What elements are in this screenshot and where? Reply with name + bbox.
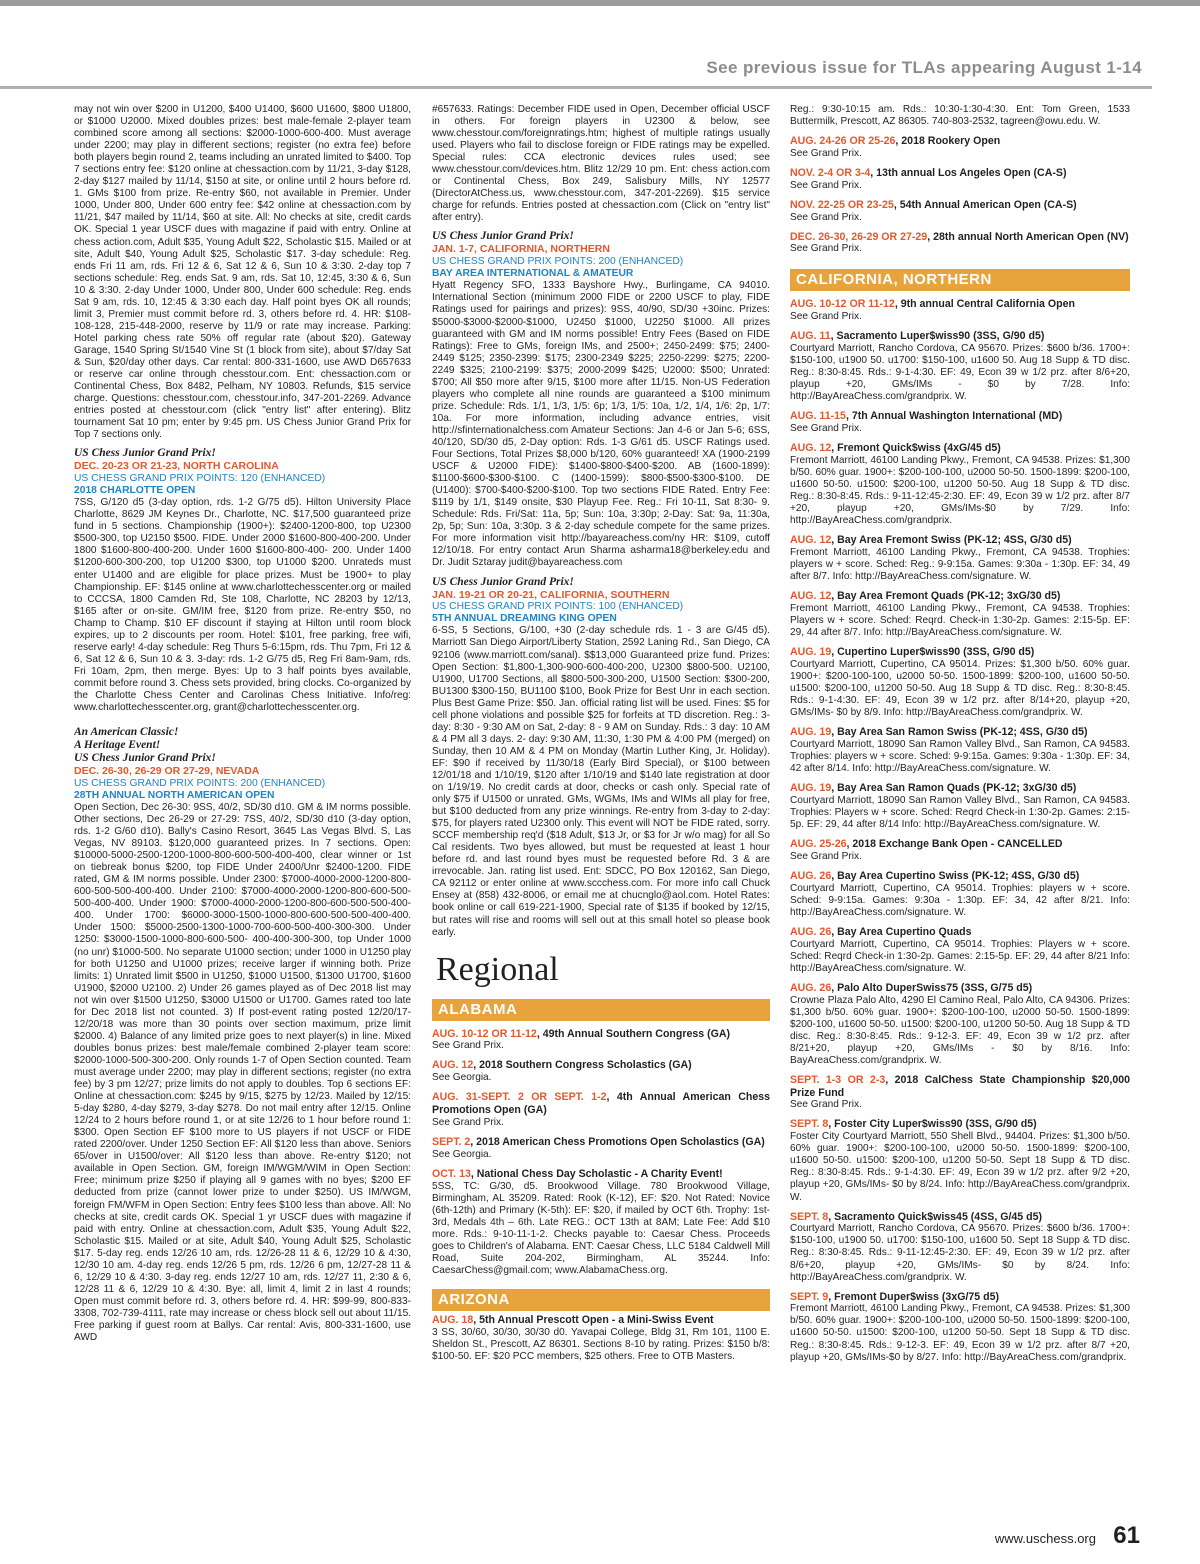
event-details: See Grand Prix. bbox=[790, 179, 862, 191]
event-details: 6-SS, 5 Sections, G/100, +30 (2-day schedule rds. 1 - 3 are G/45 d5). Marriott San Diego Airport/Liberty Station, 2592 Laning Rd., San Diego, CA 92106 (www.marriott.com/sanal). $$13,000 Guaranteed prize fund. Prizes: Open Section: $1,800-1,300-900-600-400-200, U2300 $800-500. U2100, U1900, U1700 Sections, all $800-500-300-200, U1500 Section: $300-200, BU1300 $300-150, BU1100 $100, Book Prize for Best Unr in each section. Plus Best Game Prize: $50. Jan. official rating list will be used. Fines: $5 for cell phone violations and possible $25 for forfeits at TD discretion. Reg.: 3-day: 8:30 - 9:30 AM on Sat, 2-day: 8 - 9 AM on Sunday. Rds.: 3 day: 10 AM & 4 PM all 3 days. 2- day: 9:30 AM, 11:30, 1:30 PM & 4:00 PM (merged) on Sunday, then 10 AM & 4 PM on Monday (Martin Luther King, Jr. Holiday). EF: $90 if received by 11/30/18 (Early Bird Special), or $100 between 12/01/18 and 1/10/19, $120 after 1/10/19 and $140 late registration at door on 1/19/19. No credit cards at door, checks or cash only. Special rate of only $75 if U1500 or unrated. GMs, WGMs, IMs and WIMs all play for free, but $100 deducted from any prize winnings. Re-entry from 3-day to 2-day: $75, for players rated U2300 only. This event will NOT be FIDE rated, sorry. SCCF membership req'd ($18 Adult, $13 Jr, or $3 for Jr w/o mag) for all So Cal residents. Two byes allowed, but must be requested at least 1 hour before rd. and last round byes must be requested before Rd. 3 & are irrevocable. Jan. rating list used. Ent: SDCC, PO Box 120162, San Diego, CA 92112 or enter online at www.sccchess.com. For more info call Chuck Ensey at (858) 432-8006, or email me at chucnglo@aol.com. Hotel Rates: book online or call 619-221-1900, Special rate of $135 if booked by 12/15, but rates will rise and rooms will sell out at this small hotel so please book early. bbox=[432, 625, 770, 938]
event-date: NOV. 22-25 OR 23-25 bbox=[790, 198, 894, 211]
event-name: 5TH ANNUAL DREAMING KING OPEN bbox=[432, 613, 617, 625]
event-details: See Grand Prix. bbox=[790, 1099, 862, 1111]
paragraph: Reg.: 9:30-10:15 am. Rds.: 10:30-1:30-4:30. Ent: Tom Green, 1533 Buttermilk, Prescott, AZ 86305. 740-803-2532, tagreen@owu.edu. W. bbox=[790, 104, 1130, 128]
event-date: AUG. 25-26 bbox=[790, 838, 847, 851]
event-details: See Grand Prix. bbox=[790, 850, 862, 862]
event-listing bbox=[790, 1074, 1130, 1112]
event-details: Fremont Marriott, 46100 Landing Pkwy., Fremont, CA 94538. Trophies: Players w + score. Sched: Reqrd. Check-in 1:30-2p. Games: 2:15-5p. EF: 29, 44 after 8/7. Info: http://BayAreaChess.com/signature. W. bbox=[790, 603, 1130, 639]
event-title: , 7th Annual Washington International (MD) bbox=[845, 410, 1063, 423]
event-title: , Palo Alto DuperSwiss75 (3SS, G/75 d5) bbox=[831, 981, 1033, 994]
event-listing bbox=[790, 298, 1130, 323]
event-title: , Bay Area Cupertino Quads bbox=[831, 925, 972, 938]
event-listing bbox=[790, 410, 1130, 435]
event-details: Courtyard Marriott, 18090 San Ramon Valley Blvd., San Ramon, CA 94583. Trophies: Players w + score. Sched: Reqrd Check-in 1:30-2p. Games: 2:15-5p. EF: 29, 44 after 8/14 Info: http://BayAreaChess.com/signature. W. bbox=[790, 794, 1130, 830]
column-1 bbox=[74, 104, 411, 1502]
event-listing bbox=[790, 330, 1130, 403]
event-name: 28TH ANNUAL NORTH AMERICAN OPEN bbox=[74, 789, 275, 801]
event-date: SEPT. 1-3 OR 2-3 bbox=[790, 1073, 886, 1086]
event-date: AUG. 31-SEPT. 2 OR SEPT. 1-2 bbox=[432, 1091, 607, 1104]
grand-prix-points: US CHESS GRAND PRIX POINTS: 100 (ENHANCED) bbox=[432, 601, 684, 612]
event-listing bbox=[790, 870, 1130, 919]
event-date: AUG. 10-12 OR 11-12 bbox=[790, 298, 895, 311]
event-details: Crowne Plaza Palo Alto, 4290 El Camino Real, Palo Alto, CA 94306. Prizes: $1,300 b/50. 60% guar. 1900+: $200-100-100, u2000 50-50. 1500-1899: $200-100, u1600 50-50. u1500: $200-100, u1200 50-50. Aug 18 Supp & TD disc. Reg.: 8:30-8:45. Rds.: 9-12-3. EF: 49, Econ 39 w 1/2 prz. after 8/21+20, playup +20, GMs/IMs - $0 by 8/16. Info: BayAreaChess.com/grandprix. W. bbox=[790, 994, 1130, 1066]
event-listing bbox=[790, 926, 1130, 975]
event-date: SEPT. 8 bbox=[790, 1118, 829, 1131]
tagline: An American Classic! bbox=[74, 726, 179, 739]
event-details: See Georgia. bbox=[432, 1148, 492, 1160]
event-title: , 9th annual Central California Open bbox=[894, 298, 1075, 311]
event-details: See Grand Prix. bbox=[790, 211, 862, 223]
event-listing bbox=[790, 135, 1130, 160]
state-heading-arizona: ARIZONA bbox=[432, 1289, 770, 1311]
event-date: NOV. 2-4 OR 3-4 bbox=[790, 166, 871, 179]
event-title: , Cupertino Luper$wiss90 (3SS, G/90 d5) bbox=[831, 646, 1035, 659]
event-date: AUG. 19 bbox=[790, 726, 832, 739]
event-title: , Bay Area San Ramon Swiss (PK-12; 4SS, G/30 d5) bbox=[831, 726, 1088, 739]
event-title: , 2018 Rookery Open bbox=[895, 135, 1001, 148]
event-title: , Bay Area Fremont Swiss (PK-12; 4SS, G/30 d5) bbox=[831, 534, 1072, 547]
event-date: AUG. 11-15 bbox=[790, 410, 846, 423]
event-title: , Fremont Quick$wiss (4xG/45 d5) bbox=[831, 442, 1001, 455]
event-details: 3 SS, 30/60, 30/30, 30/30 d0. Yavapai College, Bldg 31, Rm 101, 1100 E. Sheldon St., Prescott, AZ 86301. Sections 8-10 by rating. Prizes: $150 b/8: $100-50. EF: $20 PCC members, $25 others. Free to OTB Masters. bbox=[432, 1326, 770, 1362]
tagline: US Chess Junior Grand Prix! bbox=[432, 230, 574, 243]
event-listing bbox=[432, 1168, 770, 1277]
event-listing bbox=[790, 534, 1130, 583]
event-listing bbox=[432, 1028, 770, 1053]
event-listing bbox=[432, 1059, 770, 1084]
event-title: , Bay Area Cupertino Swiss (PK-12; 4SS, G/30 d5) bbox=[831, 869, 1080, 882]
event-listing bbox=[790, 782, 1130, 831]
event-title: , Bay Area Fremont Quads (PK-12; 3xG/30 d5) bbox=[831, 590, 1061, 603]
event-details: 5SS, TC: G/30, d5. Brookwood Village. 780 Brookwood Village, Birmingham, AL 35209. Rated: Rook (K-12), EF: $20. Not Rated: Novice (6th-12th) and Primary (K-5th): EF: $20, if mailed by OCT 6th. Trophy: 1st-3rd, Medals 4th – 6th. Late REG.: OCT 13th at 8AM; Late Fee: Add $10 more. Rds.: 9-10-11-1-2. Checks payable to: Caesar Chess. Proceeds goes to Children's of Alabama. ENT: Caesar Chess, LLC 5184 Caldwell Mill Road, Suite 204-202, Birmingham, AL 35244. Info: CaesarChess@gmail.com; www.AlabamaChess.org. bbox=[432, 1180, 770, 1276]
event-date: JAN. 19-21 OR 20-21, CALIFORNIA, SOUTHERN bbox=[432, 588, 670, 601]
event-details: Fremont Marriott, 46100 Landing Pkwy., Fremont, CA 94538. Prizes: $1,300 b/50. 60% guar. 1900+: $200-100-100, u2000 50-50. 1500-1899: $200-100, u1600 50-50. u1500: $200-100, u1200 50-50. Aug 18 Supp & TD disc. Reg.: 8:30-8:45. Rds.: 9-11-12:45-2:30. EF: 49, Econ 39 w 1/2 prz. after 8/7 +20, playup +20, GMs/IMs-$0 by 7/29. Info: http://BayAreaChess.com/grandprix. bbox=[790, 454, 1130, 527]
event-date: AUG. 26 bbox=[790, 925, 832, 938]
event-details: Courtyard Marriott, Cupertino, CA 95014. Trophies: Players w + score. Sched: Reqrd Check-in 1:30-2p. Games: 2:15-5p. EF: 29, 44 after 8/21 Info: http://BayAreaChess.com/signature. W. bbox=[790, 938, 1130, 974]
event-date: AUG. 12 bbox=[790, 590, 832, 603]
event-listing bbox=[790, 590, 1130, 639]
event-title: , Sacramento Luper$wiss90 (3SS, G/90 d5) bbox=[830, 330, 1045, 343]
event-date: AUG. 10-12 OR 11-12 bbox=[432, 1027, 537, 1040]
event-date: DEC. 26-30, 26-29 OR 27-29, NEVADA bbox=[74, 765, 260, 778]
event-listing bbox=[790, 1291, 1130, 1364]
event-listing bbox=[790, 726, 1130, 775]
footer-url[interactable]: www.uschess.org bbox=[994, 1531, 1096, 1546]
event-date: AUG. 12 bbox=[790, 442, 832, 455]
column-3 bbox=[790, 104, 1130, 1502]
grand-prix-points: US CHESS GRAND PRIX POINTS: 200 (ENHANCED) bbox=[432, 255, 684, 267]
event-title: , 13th annual Los Angeles Open (CA-S) bbox=[870, 166, 1067, 179]
event-listing bbox=[790, 1118, 1130, 1203]
event-date: AUG. 19 bbox=[790, 782, 832, 795]
event-name: BAY AREA INTERNATIONAL & AMATEUR bbox=[432, 268, 634, 280]
event-details: Courtyard Marriott, Cupertino, CA 95014. Trophies: players w + score. Sched: 9-9:15a. Games: 9:30a - 1:30p. EF: 34, 42 after 8/21. Info: http://BayAreaChess.com/signature. W. bbox=[790, 882, 1130, 918]
event-listing bbox=[432, 1314, 770, 1363]
event-date: AUG. 24-26 OR 25-26 bbox=[790, 135, 896, 148]
event-listing bbox=[790, 231, 1130, 256]
event-details: Courtyard Marriott, 18090 San Ramon Valley Blvd., San Ramon, CA 94583. Trophies: players w + score. Sched: 9-9:15a. Games: 9:30a - 1:30p. EF: 34, 42 after 8/14. Info: http://BayAreaChess.com/signature. W. bbox=[790, 738, 1130, 775]
event-listing bbox=[432, 1136, 770, 1161]
event-title: , Foster City Luper$wiss90 (3SS, G/90 d5) bbox=[828, 1118, 1037, 1131]
event-date: AUG. 19 bbox=[790, 646, 832, 659]
event-date: OCT. 13 bbox=[432, 1167, 471, 1180]
event-date: AUG. 12 bbox=[790, 534, 832, 547]
event-date: AUG. 26 bbox=[790, 869, 832, 882]
event-details: Courtyard Marriott, Cupertino, CA 95014. Prizes: $1,300 b/50. 60% guar. 1900+: $200-100-100, u2000 50-50. 1500-1899: $200-100, u1600 50-50. u1500: $200-100, u1200 50-50. Aug 18 Supp & TD disc. Reg.: 8:30-8:45. Rds.: 9-1-4:30. EF: 49, Econ 39 w 1/2 prz. after 8/14+20, playup +20, GMs/IMs- $0 by 8/9. Info: http://BayAreaChess.com/grandprix. W. bbox=[790, 658, 1130, 719]
event-details: Open Section, Dec 26-30: 9SS, 40/2, SD/30 d10. GM & IM norms possible. Other sections, Dec 26-29 or 27-29: 7SS, 40/2, SD/30 d10 (3-day option, rds. 1-2 G/60 d10). Bally's Casino Resort, 3645 Las Vegas Blvd. S, Las Vegas, NV 89103. $120,000 guaranteed prizes. In 7 sections. Open: $10000-5000-2500-1200-1000-800-600-500-400-400, clear winner or 1st on tiebreak bonus $200, top FIDE Under 2400/Unr $2400-1200. FIDE rated, GM & IM norms possible. Under 2300: $7000-4000-2000-1200-800-600-500-500-400-400. Under 2100: $7000-4000-2000-1200-800-600-500-500-400-400. Under 1900: $7000-4000-2000-1200-800-600-500-500-400-400. Under 1700: $6000-3000-1500-1000-800-600-500-500-400-400. Under 1500: $5000-2500-1300-1000-700-600-500-400-300-300. Under 1250: $3000-1500-1000-800-600-500- 400-400-300-300, top Under 1000 (no unr) $1000-500. No separate U1000 section; under 1000 in U1250 play for both U1250 and U1000 prizes; receive larger if winning both. Prize limits: 1) Unrated limit $500 in U1250, $1000 U1500, $1300 U1700, $1600 U1900, $2000 U2100. 2) Under 26 games played as of Dec 2018 list may not win over $1500 U1250, $3000 U1500 or U1700. Games rated too late for Dec 2018 list not counted. 3) If post-event rating posted 12/20/17-12/20/18 was more than 30 points over section maximum, prize limit $2000. 4) Balance of any limited prize goes to next player(s) in line. Mixed doubles bonus prizes: best male/female combined 2-player team score: $2000-1000-500-300-200. Only rounds 1-7 of Open Section counted. Team must average under 2200; may play in different sections; register (no extra fee) by 3 pm 12/27; prize limits do not apply to doubles. Top 6 sections EF: Online at chessaction.com: $245 by 9/15, $275 by 12/23. Mailed by 12/15: 5-day $280, 4-day $279, 3-day $278. Do not mail entry after 12/15. Online 12/24 to 2 hours before round 1, or at site 12/26 to 1 hour before round 1: $300. Open Section EF $100 more to US players if not USCF or FIDE rated 2200/over. Under 1250 Section EF: All $120 less than above. Seniors 65/over in U1500/over: All $120 less than above. Re-entry $120; not available in Open Section. GM, foreign IM/WGM/WIM in Open Section: Free; minimum prize $250 if playing all 9 games with no byes; $200 EF deducted from prize (cannot lower prize to under $250). US IM/WGM, foreign FM/WFM in Open Section: Entry fees $100 less than above. All: No checks at site, credit cards OK. Special 1 yr USCF dues with magazine if paid with entry. Online at chessaction.com, Adult $35, Young Adult $22, Scholastic $15. Mailed or at site, Adult $40, Young Adult $25, Scholastic $17. 5-day reg. ends 12/26 10 am, rds. 12/26-28 11 & 6, 12/29 10 & 4:30, 12/30 10 am. 4-day reg. ends 12/26 5 pm, rds. 12/26 6 pm, 12/27-28 11 & 6, 12/29 10 & 4:30. 3-day reg. ends 12/27 10 am, rds. 12/27 11, 2:30 & 6, 12/28 11 & 6, 12/29 10 & 4:30. Bye: all, limit 4, limit 2 in last 4 rounds; Open must commit before rd. 3, others before rd. 4. HR: $99-99, 800-833-3308, 702-739-4111, rate may increase or chess block sell out about 11/15. Free parking if guest room at Ballys. Car rental: Avis, 800-331-1600, use AWD bbox=[74, 801, 411, 1344]
top-bar bbox=[0, 0, 1200, 6]
event-date: SEPT. 2 bbox=[432, 1135, 471, 1148]
event-date: AUG. 26 bbox=[790, 981, 832, 994]
event-details: See Grand Prix. bbox=[432, 1040, 504, 1052]
event-details: Foster City Courtyard Marriott, 550 Shell Blvd., 94404. Prizes: $1,300 b/50. 60% guar. 1900+: $200-100-100, u2000 50-50. 1500-1899: $200-100, u1600 50-50. u1500: $200-100, u1200 50-50. Sept 18 Supp & TD disc. Reg.: 8:30-8:45. Rds.: 9-1-4:30. EF: 49, Econ 39 w 1/2 prz. after 9/2 +20, playup +20, GMs/IMs- $0 by 8/24. Info: http://BayAreaChess.com/grandprix. W. bbox=[790, 1131, 1130, 1203]
event-date: DEC. 20-23 OR 21-23, NORTH CAROLINA bbox=[74, 460, 279, 473]
event-listing bbox=[790, 646, 1130, 719]
event-title: , 2018 American Chess Promotions Open Scholastics (GA) bbox=[470, 1135, 765, 1148]
event-listing bbox=[790, 982, 1130, 1067]
header-rule bbox=[0, 86, 1152, 89]
event-title: , 2018 Exchange Bank Open - CANCELLED bbox=[846, 838, 1063, 851]
event-name: 2018 CHARLOTTE OPEN bbox=[74, 485, 196, 497]
event-details: See Georgia. bbox=[432, 1072, 492, 1084]
event-title: , Fremont Duper$wiss (3xG/75 d5) bbox=[828, 1290, 1000, 1303]
event-title: , 54th Annual American Open (CA-S) bbox=[893, 198, 1077, 211]
event-details: See Grand Prix. bbox=[790, 423, 862, 435]
event-listing bbox=[790, 167, 1130, 192]
event-title: , 49th Annual Southern Congress (GA) bbox=[536, 1027, 731, 1040]
event-listing bbox=[790, 199, 1130, 224]
section-heading-regional: Regional bbox=[436, 950, 559, 988]
event-listing bbox=[790, 442, 1130, 527]
event-date: AUG. 11 bbox=[790, 330, 831, 343]
grand-prix-points: US CHESS GRAND PRIX POINTS: 120 (ENHANCED) bbox=[74, 472, 326, 484]
event-details: See Grand Prix. bbox=[790, 311, 862, 323]
tagline: US Chess Junior Grand Prix! bbox=[432, 575, 574, 588]
page-header: See previous issue for TLAs appearing August 1-14 bbox=[706, 58, 1142, 77]
event-date: DEC. 26-30, 26-29 OR 27-29 bbox=[790, 230, 928, 243]
event-details: Courtyard Marriott, Rancho Cordova, CA 95670. Prizes: $600 b/36. 1700+: $150-100, u1900 50. u1700: $150-100, u1600 50. Aug 18 Supp & TD disc. Reg.: 8:30-8:45. Rds.: 9-1-4:30. EF: 49, Econ 39 w 1/2 prz. after 8/6+20, playup +20, GMs/IMs - $0 by 7/28. Info: http://BayAreaChess.com/grandprix. W. bbox=[790, 343, 1130, 403]
paragraph: #657633. Ratings: December FIDE used in Open, December official USCF in others. For foreign players in U2300 & below, see www.chesstour.com/foreignratings.htm; highest of multiple ratings usually used. Players who fail to disclose foreign or FIDE ratings may be expelled. Special rules: CCA electronic devices rules used; see www.chesstour.com/devices.htm. Blitz 12/29 10 pm. Ent: chess action.com or Continental Chess, Box 249, Salisbury Mills, NY 12577 (DirectorAtChess.us, www.chesstour.com, 347-201-2269). $15 service charge for refunds. Entries posted at chessaction.com (Click on "entry list" after entry). bbox=[432, 104, 770, 224]
event-details: See Grand Prix. bbox=[790, 243, 862, 255]
tagline: US Chess Junior Grand Prix! bbox=[74, 752, 216, 765]
event-details: Courtyard Marriott, Rancho Cordova, CA 95670. Prizes: $600 b/36. 1700+: $150-100, u1900 50. u1700: $150-100, u1600 50. Sept 18 Supp & TD disc. Reg.: 8:30-8:45. Rds.: 9-11-12:45-2:30. EF: 49, Econ 39 w 1/2 prz. after 8/6+20, playup +20, GMs/IMs- $0 by 8/24. Info: http://BayAreaChess.com/grandprix. W. bbox=[790, 1223, 1130, 1283]
event-date: JAN. 1-7, CALIFORNIA, NORTHERN bbox=[432, 243, 610, 256]
grand-prix-points: US CHESS GRAND PRIX POINTS: 200 (ENHANCED) bbox=[74, 777, 326, 789]
event-listing bbox=[432, 1091, 770, 1129]
event-details: Fremont Marriott, 46100 Landing Pkwy., Fremont, CA 94538. Trophies: players w + score. Sched: Reg.: 9-9:15a. Games: 9:30a - 1:30p. EF: 34, 49 after 8/7. Info: http://BayAreaChess.com/signature. W. bbox=[790, 547, 1130, 583]
event-listing bbox=[790, 1211, 1130, 1284]
page-number: 61 bbox=[1113, 1522, 1140, 1549]
event-details: See Grand Prix. bbox=[790, 147, 862, 159]
tagline: US Chess Junior Grand Prix! bbox=[74, 447, 216, 460]
event-title: , 4th Annual American Chess Promotions Open (GA) bbox=[432, 1091, 770, 1117]
event-title: , Bay Area San Ramon Quads (PK-12; 3xG/30 d5) bbox=[831, 782, 1077, 795]
event-title: , 5th Annual Prescott Open - a Mini-Swiss Event bbox=[473, 1313, 714, 1326]
event-details: 7SS, G/120 d5 (3-day option, rds. 1-2 G/75 d5). Hilton University Place Charlotte, 8629 JM Keynes Dr., Charlotte, NC. $17,500 guaranteed prize fund in 5 sections. Championship (1900+): $2400-1200-800, top U2300 $500-300, top U2150 $500. FIDE. Under 2000 $1600-800-400-200. Under 1800 $1600-800-400-200. Under 1600 $1600-800-400- 200. Under 1400 $1200-600-300-200, top U1200 $300, top U1000 $200. Unrateds must enter U1400 and are eligible for place prizes. Must be 1900+ to play Championship. EF: $145 online at www.charlottechesscenter.org or mailed to CCCSA, 1800 Camden Rd, Ste 108, Charlotte, NC 28203 by 12/13, $165 after or on-site. GM/IM free, $120 from prize. Re-entry $50, no Champ to Champ. $10 EF discount if staying at Hilton until room block expires, up to 2 discounts per room. Hotel: $101, free parking, free wifi, reserve early! 4-day schedule: Reg Thurs 5-6:15pm, rds. Thu 7pm, Fri 12 & 6, Sat 12 & 6, Sun 10 & 3. 3-day: rds. 1-2 G/75 d5, Reg Fri 8am-9am, rds. Fri 10am, 2pm, then merge. Byes: Up to 3 half points byes available, commit before round 3. Chess sets provided, bring clocks. Co-organized by the Charlotte Chess Center and Carolinas Chess Initiative. Info/reg: www.charlottechesscenter.org, grant@charlottechesscenter.org. bbox=[74, 497, 411, 714]
event-title: , National Chess Day Scholastic - A Charity Event! bbox=[470, 1167, 723, 1180]
state-heading-alabama: ALABAMA bbox=[432, 999, 770, 1021]
event-details: See Grand Prix. bbox=[432, 1116, 504, 1128]
column-2 bbox=[432, 104, 770, 1502]
event-details: Fremont Marriott, 46100 Landing Pkwy., Fremont, CA 94538. Prizes: $1,300 b/50. 60% guar. 1900+: $200-100-100, u2000 50-50. 1500-1899: $200-100, u1600 50-50. u1500: $200-100, u1200 50-50. Sept 18 Supp & TD disc. Reg.: 8:30-8:45. Rds.: 9-12-3. EF: 49, Econ 39 w 1/2 prz. after 8/7 +20, playup +20, GMs/IMs-$0 by 8/27. Info: http://BayAreaChess.com/grandprix. bbox=[790, 1303, 1130, 1363]
event-date: SEPT. 9 bbox=[790, 1290, 829, 1303]
event-title: , 2018 CalChess State Championship $20,000 Prize Fund bbox=[790, 1073, 1130, 1099]
event-title: , 2018 Southern Congress Scholastics (GA) bbox=[473, 1059, 692, 1072]
event-title: , Sacramento Quick$wiss45 (4SS, G/45 d5) bbox=[828, 1210, 1043, 1223]
tagline: A Heritage Event! bbox=[74, 739, 161, 752]
event-date: SEPT. 8 bbox=[790, 1210, 829, 1223]
event-date: AUG. 18 bbox=[432, 1313, 474, 1326]
event-listing bbox=[790, 838, 1130, 863]
event-details: Hyatt Regency SFO, 1333 Bayshore Hwy., Burlingame, CA 94010. International Section (minimum 2000 FIDE or 2200 USCF to play, FIDE Ratings used for pairings and prizes): 9SS, 40/90, SD/30 +30inc. Prizes: $5000-$3000-$2000-$1000, U2450 $1000, U2250 $1000. All prizes guaranteed with GM and IM norms possible! Entry Fees (Based on FIDE Ratings): Free to GMs, foreign IMs, and 2500+; 2450-2499: $75; 2400- 2449 $125; 2350-2399: $175; 2300-2349 $225; 2250-2299: $275; 2200- 2249 $325; 2100-2199: $375; 2000-2099 $425; U2000: $500; Unrated: $700; All $50 more after 9/15, $100 more after 11/15. Non-US Federation players who complete all nine rounds are guaranteed a $100 minimum prize. Schedule: Rds. 1/1, 1/3, 1/5: 6p; 1/3, 1/5: 10a, 1/2, 1/4, 1/6: 2p, 1/7: 10a. For more information, including advance entries, visit http://sfinternationalchess.com Amateur Sections: Jan 4-6 or Jan 5-6; 6SS, 40/120, SD/30 d5, 2-Day option: Rds. 1-3 G/61 d5. USCF Ratings used. Four Sections, Total Prizes $8,000 b/120, 60% guaranteed! XA (1900-2199 USCF & U2000 FIDE): $1400-$800-$400-$200. AB (1600-1899): $1100-$600-$300-$100. C (1400-1599): $800-$500-$300-$100. DE (U1400): $700-$400-$200-$100. Top two sections FIDE Rated. Entry Fee: $119 by 1/1, $149 onsite, $30 Playup Fee. Reg.: Fri 10-11, Sat 8:30- 9. Schedule: Rds. Fri/Sat: 11a, 5p; Sun: 10a, 3:30p; 2-Day: Sat: 9a, 11:30a, 2p, 5p; Sun: 10a, 3:30p. 3 & 2-day schedule compete for the same prizes. For more information visit http://bayareachess.com/ny HR: $109, cutoff 12/10/18. For entry contact Arun Sharma asharma18@berkeley.edu and Dr. Judit Sztaray judit@bayareachess.com bbox=[432, 280, 770, 569]
state-heading-california-northern: CALIFORNIA, NORTHERN bbox=[790, 269, 1130, 291]
event-title: , 28th annual North American Open (NV) bbox=[927, 230, 1129, 243]
paragraph: may not win over $200 in U1200, $400 U1400, $600 U1600, $800 U1800, or $1000 U2000. Mixed doubles prizes: best male-female 2-player team combined score among all sections: $2000-1000-600-400. Must average under 2200; may play in different sections; register (no extra fee) before both players begin round 2, teams including an unrated limited to $400. Top 7 sections entry fee: $120 online at chessaction.com by 11/21, 3-day $128, 2-day $127 mailed by 11/14, $150 at site, or online until 2 hours before rd. 1. GMs $100 from prize. Re-entry $60, not available in Premier. Under 1000, Under 800, Under 600 entry fee: $42 online at chessaction.com by 11/21, $47 mailed by 11/14, $60 at site. All: No checks at site, credit cards OK. Special 1 year USCF dues with magazine if paid with entry. Online at chess action.com, Adult $35, Young Adult $22, Scholastic $15. Mailed or at site, Adult $40, Young Adult $25, Scholastic $17. 3-day schedule: Reg. ends Fri 11 am, rds. Fri 12 & 6, Sat 12 & 6, Sun 10 & 3:30. 2-day top 7 sections schedule: Reg. ends Sat. 9 am, rds. Sat 10, 12:45, 3:30 & 6, Sun 10 & 3:30. 2-day Under 1000, Under 800, Under 600 schedule: Reg. ends Sat 9 am, rds. 10, 12:45 & 3:30 each day. Half point byes OK all rounds; limit 3, Premier must commit before rd. 3, others before rd. 4. HR: $108-108-128, 215-448-2000, reserve by 11/9 or rate may increase. Parking: Hotel parking chess rate 50% off regular rate (about $20). Gateway Garage, 1540 Spring St/1540 Vine St (1 block from site), about $7/day Sat & Sun, $20/day other days. Car rental: 800-331-1600, use AWD D657633 or reserve car online through chesstour.com. Ent: chessaction.com or Continental Chess, Box 8482, Pelham, NY 10803. Refunds, $15 service charge. Questions: chesstour.com, chesstour.info, 347-201-2269. Advance entries posted at chesstour.com (click "entry list" after entering). Blitz tournament Sat 10 pm; enter by 9:45 pm. US Chess Junior Grand Prix for Top 7 sections only. bbox=[74, 104, 411, 441]
event-date: AUG. 12 bbox=[432, 1059, 474, 1072]
